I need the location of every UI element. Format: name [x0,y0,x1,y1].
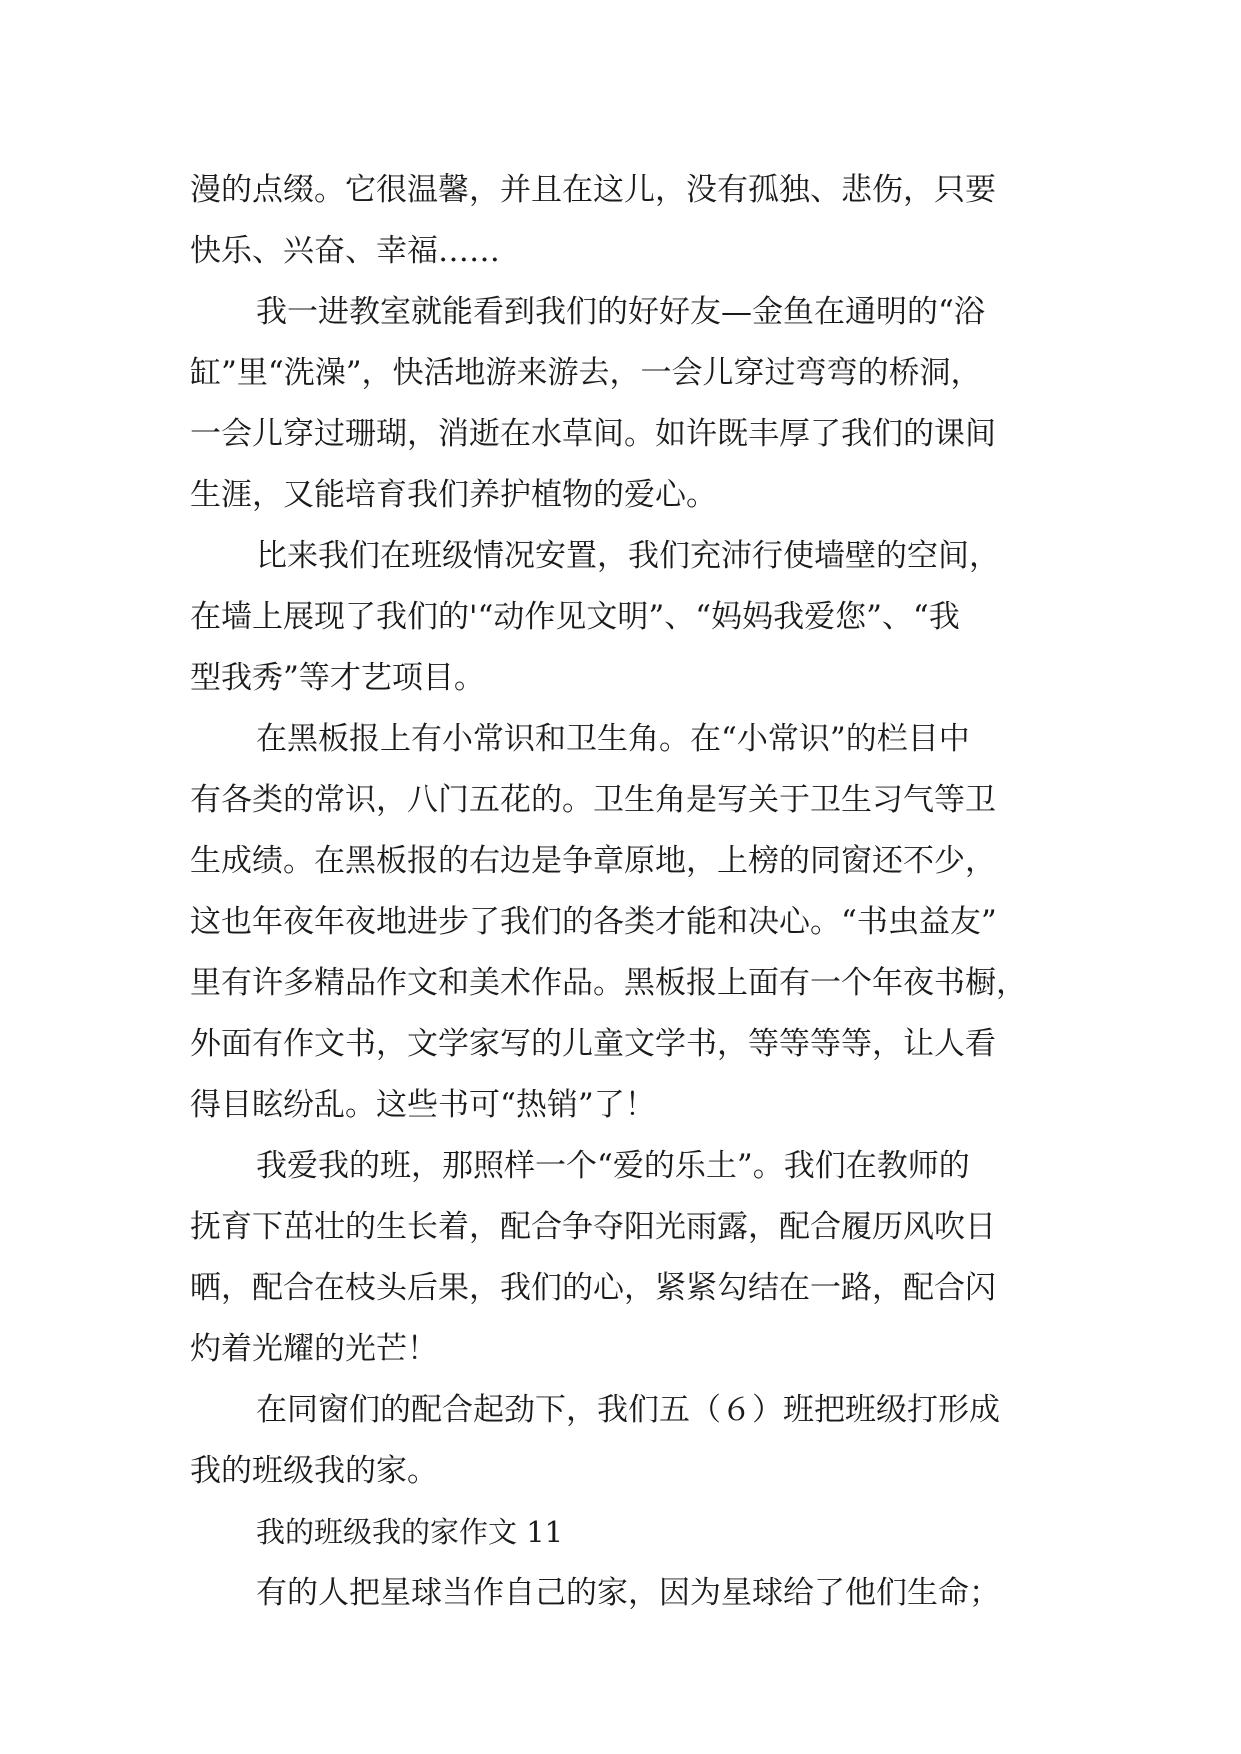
text-line: 得目眩纷乱。这些书可“热销”了！ [190,1087,656,1123]
text-line: 型我秀”等才艺项目。 [190,660,485,696]
text-line: 生成绩。在黑板报的右边是争章原地，上榜的同窗还不少， [190,843,996,879]
text-line: 灼着光耀的光芒！ [190,1331,438,1367]
text-line: 在黑板报上有小常识和卫生角。在“小常识”的栏目中 [256,721,970,757]
essay-heading [190,1502,1060,1563]
text-line: 我的班级我的家。 [190,1453,438,1489]
text-line: 我爱我的班，那照样一个“爱的乐土”。我们在教师的 [256,1148,970,1184]
text-line: 快乐、兴奋、幸福…… [190,233,500,269]
text-line: 生涯，又能培育我们养护植物的爱心。 [190,477,717,513]
text-line: 比来我们在班级情况安置，我们充沛行使墙壁的空间， [256,538,1000,574]
text-line: 一会儿穿过珊瑚，消逝在水草间。如许既丰厚了我们的课间 [190,416,996,452]
text-line: 我一进教室就能看到我们的好好友—金鱼在通明的“浴 [256,294,985,330]
text-line: 缸”里“洗澡”，快活地游来游去，一会儿穿过弯弯的桥洞， [190,355,982,391]
text-line: 有各类的常识，八门五花的。卫生角是写关于卫生习气等卫 [190,782,996,818]
paragraph-goldfish [190,282,1060,526]
text-line: 在墙上展现了我们的'“动作见文明”、“妈妈我爱您”、“我 [190,599,960,635]
essay-title: 我的班级我的家作文 11 [256,1515,564,1549]
paragraph-continuation [190,160,1060,282]
text-line: 在同窗们的配合起劲下，我们五（６）班把班级打形成 [256,1392,1000,1428]
text-line: 漫的点缀。它很温馨，并且在这儿，没有孤独、悲伤，只要 [190,172,996,208]
paragraph-love-class [190,1136,1060,1380]
text-line: 这也年夜年夜地进步了我们的各类才能和决心。“书虫益友” [190,904,997,940]
paragraph-conclusion [190,1380,1060,1502]
paragraph-blackboard [190,709,1060,1136]
document-page [190,160,1060,1624]
text-line: 抚育下茁壮的生长着，配合争夺阳光雨露，配合履历风吹日 [190,1209,996,1245]
text-line: 有的人把星球当作自己的家，因为星球给了他们生命； [256,1575,1000,1611]
text-line: 晒，配合在枝头后果，我们的心，紧紧勾结在一路，配合闪 [190,1270,996,1306]
text-line: 外面有作文书，文学家写的儿童文学书，等等等等，让人看 [190,1026,996,1062]
paragraph-wall-display [190,526,1060,709]
paragraph-opening [190,1563,1060,1624]
text-line: 里有许多精品作文和美术作品。黑板报上面有一个年夜书橱， [190,965,1027,1001]
